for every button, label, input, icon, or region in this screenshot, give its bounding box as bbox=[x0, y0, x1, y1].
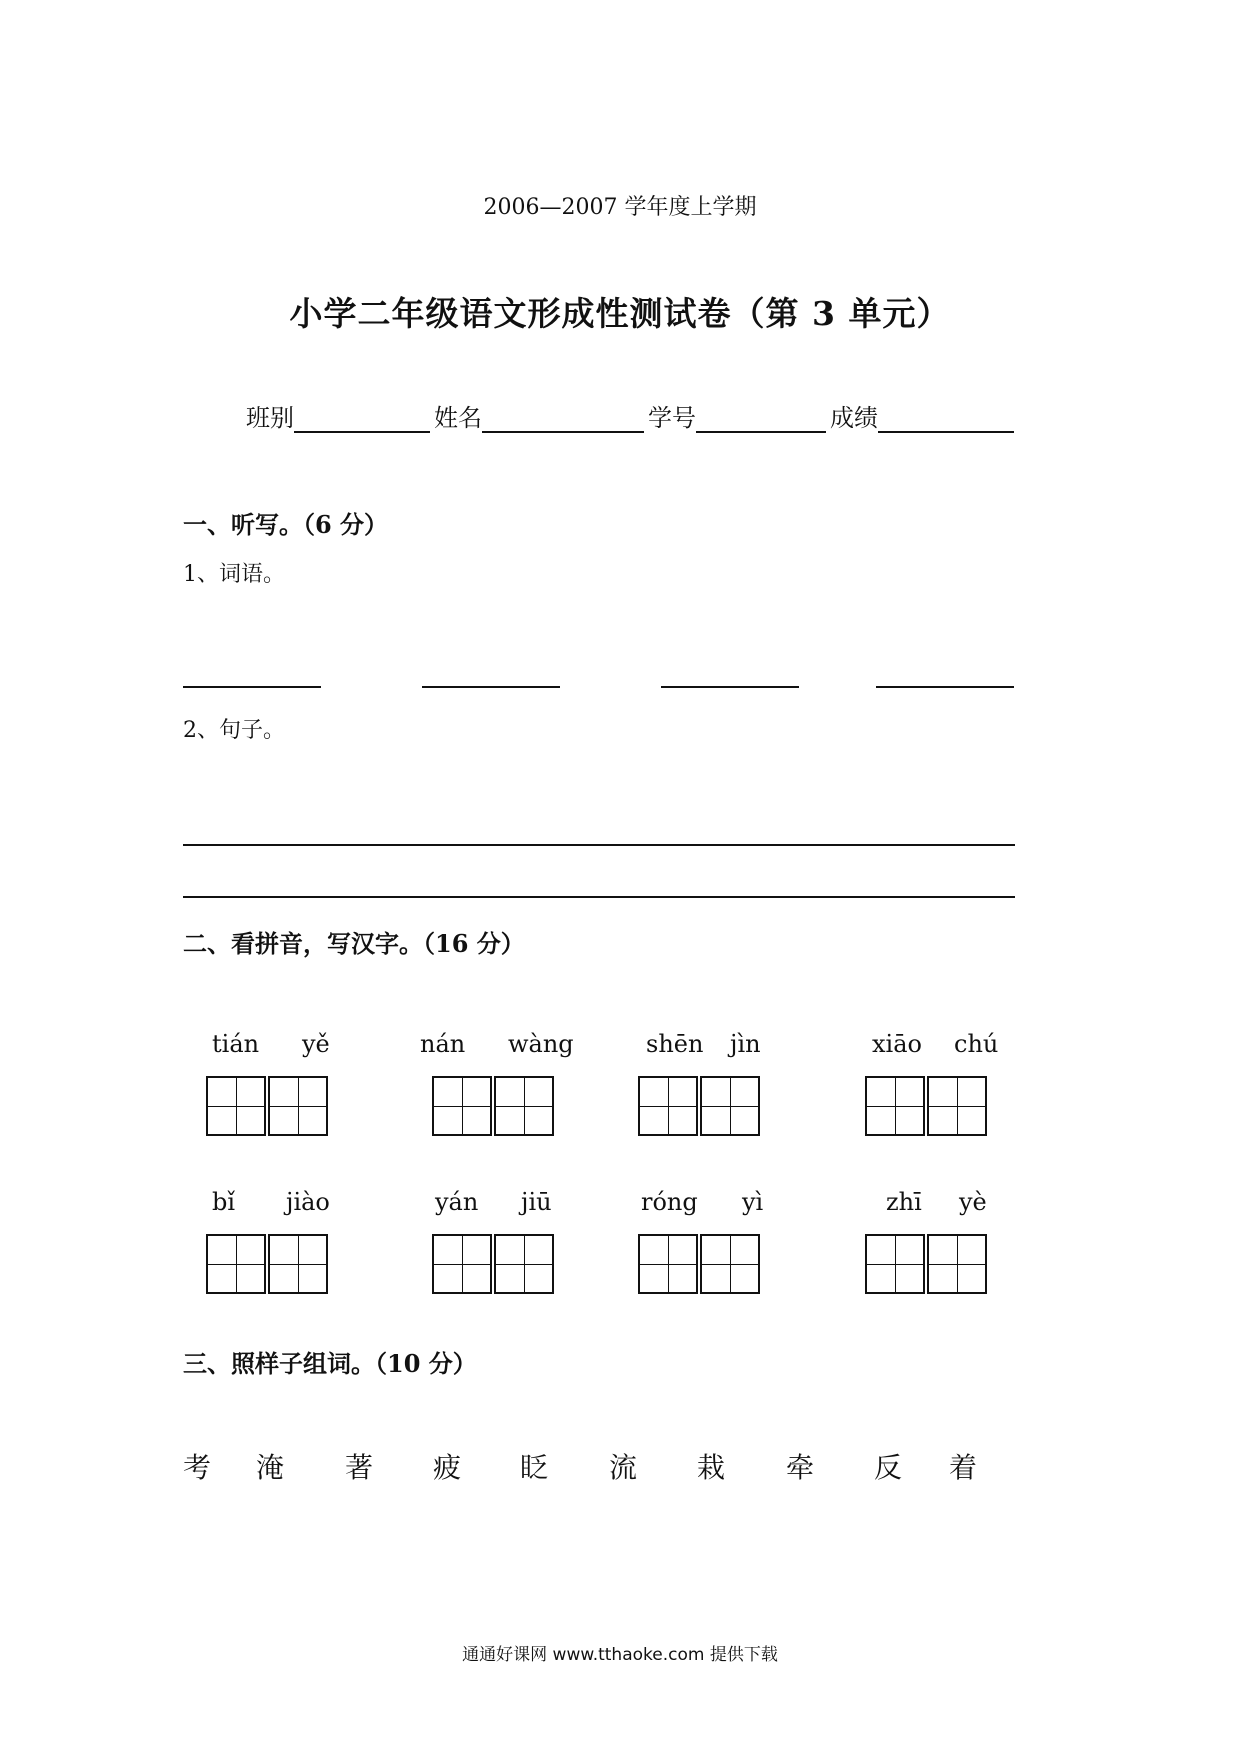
character: 眨 bbox=[520, 1451, 549, 1484]
word-answer-line-4[interactable] bbox=[876, 686, 1014, 688]
pinyin: shēn bbox=[646, 1030, 704, 1058]
pinyin: róng bbox=[641, 1188, 698, 1216]
character: 栽 bbox=[697, 1451, 726, 1484]
section1-q1-label: 1、词语。 bbox=[183, 562, 285, 587]
writing-cell[interactable] bbox=[700, 1234, 760, 1294]
class-label: 班别 bbox=[246, 404, 294, 432]
pinyin: chú bbox=[954, 1030, 999, 1058]
writing-grid-pair bbox=[206, 1076, 328, 1136]
writing-grid-pair bbox=[432, 1234, 554, 1294]
writing-grid-pair bbox=[432, 1076, 554, 1136]
pinyin: yě bbox=[302, 1030, 330, 1058]
pinyin: xiāo bbox=[872, 1030, 922, 1058]
character: 疲 bbox=[433, 1451, 462, 1484]
sentence-answer-line-2[interactable] bbox=[183, 896, 1015, 898]
character: 考 bbox=[183, 1451, 212, 1484]
pinyin: wàng bbox=[508, 1030, 574, 1058]
writing-cell[interactable] bbox=[268, 1234, 328, 1294]
score-blank[interactable] bbox=[878, 405, 1014, 433]
writing-cell[interactable] bbox=[432, 1076, 492, 1136]
section3-heading: 三、照样子组词。（10 分） bbox=[183, 1349, 477, 1378]
score-label: 成绩 bbox=[830, 404, 878, 432]
character: 反 bbox=[874, 1451, 903, 1484]
pinyin: yì bbox=[742, 1188, 764, 1216]
student-info-row bbox=[246, 398, 1018, 433]
section1-q2-label: 2、句子。 bbox=[183, 718, 285, 743]
writing-grid-pair bbox=[865, 1234, 987, 1294]
section1-heading: 一、听写。（6 分） bbox=[183, 510, 389, 539]
word-answer-line-2[interactable] bbox=[422, 686, 560, 688]
pinyin: jìn bbox=[730, 1030, 761, 1058]
writing-cell[interactable] bbox=[494, 1234, 554, 1294]
writing-cell[interactable] bbox=[206, 1234, 266, 1294]
sentence-answer-line-1[interactable] bbox=[183, 844, 1015, 846]
number-label: 学号 bbox=[648, 404, 696, 432]
page-title: 小学二年级语文形成性测试卷（第 3 单元） bbox=[289, 294, 951, 333]
name-blank[interactable] bbox=[482, 405, 644, 433]
pinyin: bǐ bbox=[212, 1188, 236, 1216]
writing-grid-pair bbox=[865, 1076, 987, 1136]
character: 着 bbox=[949, 1451, 978, 1484]
writing-cell[interactable] bbox=[432, 1234, 492, 1294]
writing-grid-pair bbox=[206, 1234, 328, 1294]
word-answer-line-1[interactable] bbox=[183, 686, 321, 688]
character: 牵 bbox=[786, 1451, 815, 1484]
character: 淹 bbox=[256, 1451, 285, 1484]
writing-cell[interactable] bbox=[638, 1234, 698, 1294]
pinyin: zhī bbox=[886, 1188, 922, 1216]
character: 流 bbox=[609, 1451, 638, 1484]
class-blank[interactable] bbox=[294, 405, 430, 433]
writing-cell[interactable] bbox=[268, 1076, 328, 1136]
writing-cell[interactable] bbox=[206, 1076, 266, 1136]
pinyin: yán bbox=[435, 1188, 479, 1216]
term-label: 2006—2007 学年度上学期 bbox=[483, 195, 757, 220]
pinyin: yè bbox=[959, 1188, 987, 1216]
section2-heading: 二、看拼音，写汉字。（16 分） bbox=[183, 929, 525, 958]
writing-cell[interactable] bbox=[865, 1076, 925, 1136]
writing-cell[interactable] bbox=[927, 1234, 987, 1294]
writing-grid-pair bbox=[638, 1076, 760, 1136]
writing-cell[interactable] bbox=[700, 1076, 760, 1136]
character: 著 bbox=[345, 1451, 374, 1484]
pinyin: jiū bbox=[521, 1188, 552, 1216]
writing-cell[interactable] bbox=[494, 1076, 554, 1136]
writing-cell[interactable] bbox=[638, 1076, 698, 1136]
pinyin: tián bbox=[212, 1030, 260, 1058]
number-blank[interactable] bbox=[696, 405, 826, 433]
pinyin: nán bbox=[420, 1030, 466, 1058]
pinyin: jiào bbox=[286, 1188, 330, 1216]
footer-text: 通通好课网 www.tthaoke.com 提供下载 bbox=[462, 1645, 778, 1665]
word-answer-line-3[interactable] bbox=[661, 686, 799, 688]
writing-cell[interactable] bbox=[865, 1234, 925, 1294]
name-label: 姓名 bbox=[434, 404, 482, 432]
writing-grid-pair bbox=[638, 1234, 760, 1294]
writing-cell[interactable] bbox=[927, 1076, 987, 1136]
